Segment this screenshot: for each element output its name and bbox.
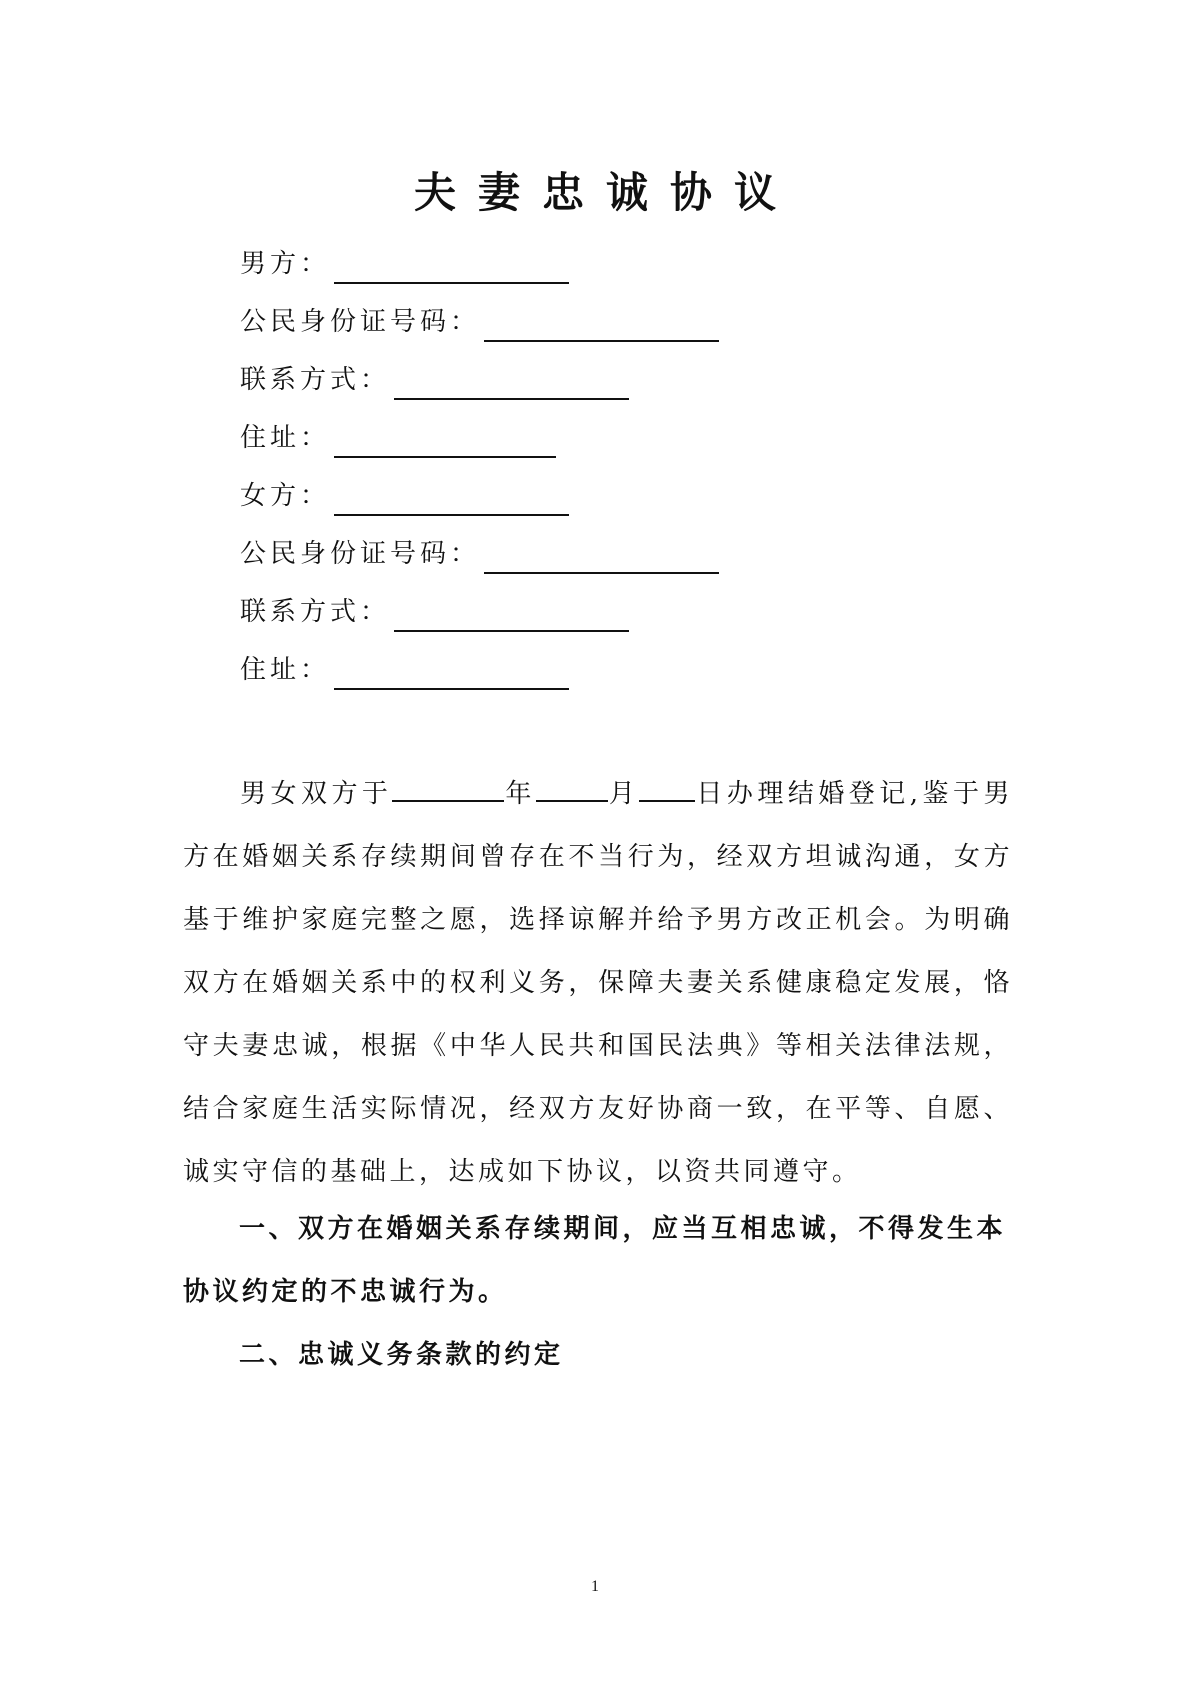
clause-one: 一、双方在婚姻关系存续期间，应当互相忠诚，不得发生本协议约定的不忠诚行为。 <box>183 1214 1007 1307</box>
clause-two-heading: 二、忠诚义务条款的约定 <box>239 1340 564 1370</box>
field-female-id <box>240 534 719 574</box>
blank-line <box>334 482 569 516</box>
page-number: 1 <box>591 1578 599 1595</box>
blank-line <box>334 656 569 690</box>
intro-paragraph <box>183 763 1013 1204</box>
blank-day <box>639 770 695 802</box>
blank-line <box>334 250 569 284</box>
field-female-address <box>240 650 569 690</box>
field-male-id <box>240 302 719 342</box>
intro-year: 年 <box>504 779 536 809</box>
field-label: 女方： <box>240 481 331 511</box>
blank-line <box>394 366 629 400</box>
field-label: 公民身份证号码： <box>240 307 481 337</box>
field-label: 住址： <box>240 423 331 453</box>
field-label: 住址： <box>240 655 331 685</box>
blank-line <box>484 308 719 342</box>
intro-text-start: 男女双方于 <box>239 779 393 809</box>
intro-text-body: 日办理结婚登记,鉴于男方在婚姻关系存续期间曾存在不当行为，经双方坦诚沟通，女方基于维护家庭完整之愿，选择谅解并给予男方改正机会。为明确双方在婚姻关系中的权利义务，保障夫妻关系健康稳定发展，恪守夫妻忠诚，根据《中华人民共和国民法典》等相关法律法规，结合家庭生活实际情况，经双方友好协商一致，在平等、自愿、诚实守信的基础上，达成如下协议，以资共同遵守。 <box>183 779 1013 1187</box>
document-title: 夫妻忠诚协议 <box>413 168 798 217</box>
field-female-contact <box>240 592 629 632</box>
intro-month: 月 <box>607 779 640 809</box>
blank-month <box>536 770 608 802</box>
field-male-contact <box>240 360 629 400</box>
blank-line <box>334 424 556 458</box>
field-label: 男方： <box>240 249 331 279</box>
field-label: 联系方式： <box>240 597 391 627</box>
field-label: 公民身份证号码： <box>240 539 481 569</box>
blank-line <box>484 540 719 574</box>
field-label: 联系方式： <box>240 365 391 395</box>
blank-year <box>392 770 504 802</box>
field-male-name <box>240 244 569 284</box>
blank-line <box>394 598 629 632</box>
field-female-name <box>240 476 569 516</box>
field-male-address <box>240 418 556 458</box>
